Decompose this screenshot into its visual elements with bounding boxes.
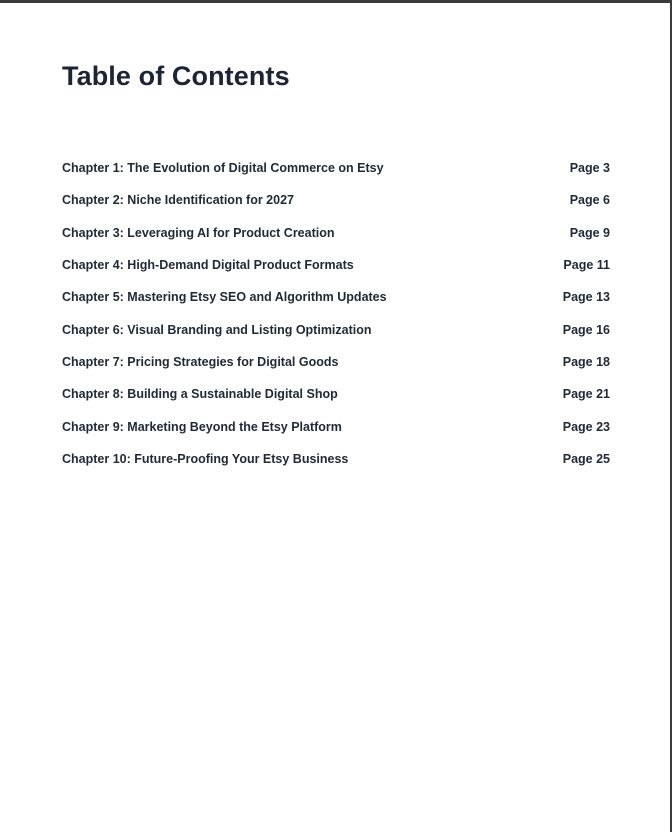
toc-page-number: Page 9 <box>569 225 610 240</box>
toc-entry <box>62 378 610 410</box>
table-of-contents <box>62 152 610 475</box>
toc-chapter-title: Chapter 1: The Evolution of Digital Commerce on Etsy <box>62 161 384 176</box>
toc-page-number: Page 21 <box>562 387 610 402</box>
toc-page-number: Page 23 <box>562 419 610 434</box>
toc-entry <box>62 249 610 281</box>
toc-page-number: Page 25 <box>562 451 610 466</box>
toc-chapter-title: Chapter 10: Future-Proofing Your Etsy Business <box>62 451 349 466</box>
toc-page-number: Page 16 <box>562 322 610 337</box>
toc-entry <box>62 281 610 313</box>
toc-chapter-title: Chapter 5: Mastering Etsy SEO and Algorithm Updates <box>62 290 387 305</box>
toc-chapter-title: Chapter 3: Leveraging AI for Product Creation <box>62 225 335 240</box>
toc-chapter-title: Chapter 4: High-Demand Digital Product Formats <box>62 258 354 273</box>
toc-page-number: Page 11 <box>563 258 610 273</box>
toc-chapter-title: Chapter 8: Building a Sustainable Digital Shop <box>62 387 338 402</box>
toc-entry <box>62 217 610 249</box>
toc-entry <box>62 443 610 475</box>
toc-chapter-title: Chapter 7: Pricing Strategies for Digital Goods <box>62 354 339 369</box>
toc-page-number: Page 3 <box>569 161 610 176</box>
toc-page-number: Page 18 <box>562 354 610 369</box>
document-page <box>0 3 670 832</box>
toc-page-number: Page 6 <box>569 193 610 208</box>
toc-entry <box>62 152 610 184</box>
toc-chapter-title: Chapter 6: Visual Branding and Listing Optimization <box>62 322 372 337</box>
toc-entry <box>62 313 610 345</box>
toc-entry <box>62 410 610 442</box>
toc-page-number: Page 13 <box>562 290 610 305</box>
page-title: Table of Contents <box>62 61 290 91</box>
toc-chapter-title: Chapter 9: Marketing Beyond the Etsy Platform <box>62 419 342 434</box>
toc-entry <box>62 184 610 216</box>
toc-chapter-title: Chapter 2: Niche Identification for 2027 <box>62 193 294 208</box>
toc-entry <box>62 346 610 378</box>
